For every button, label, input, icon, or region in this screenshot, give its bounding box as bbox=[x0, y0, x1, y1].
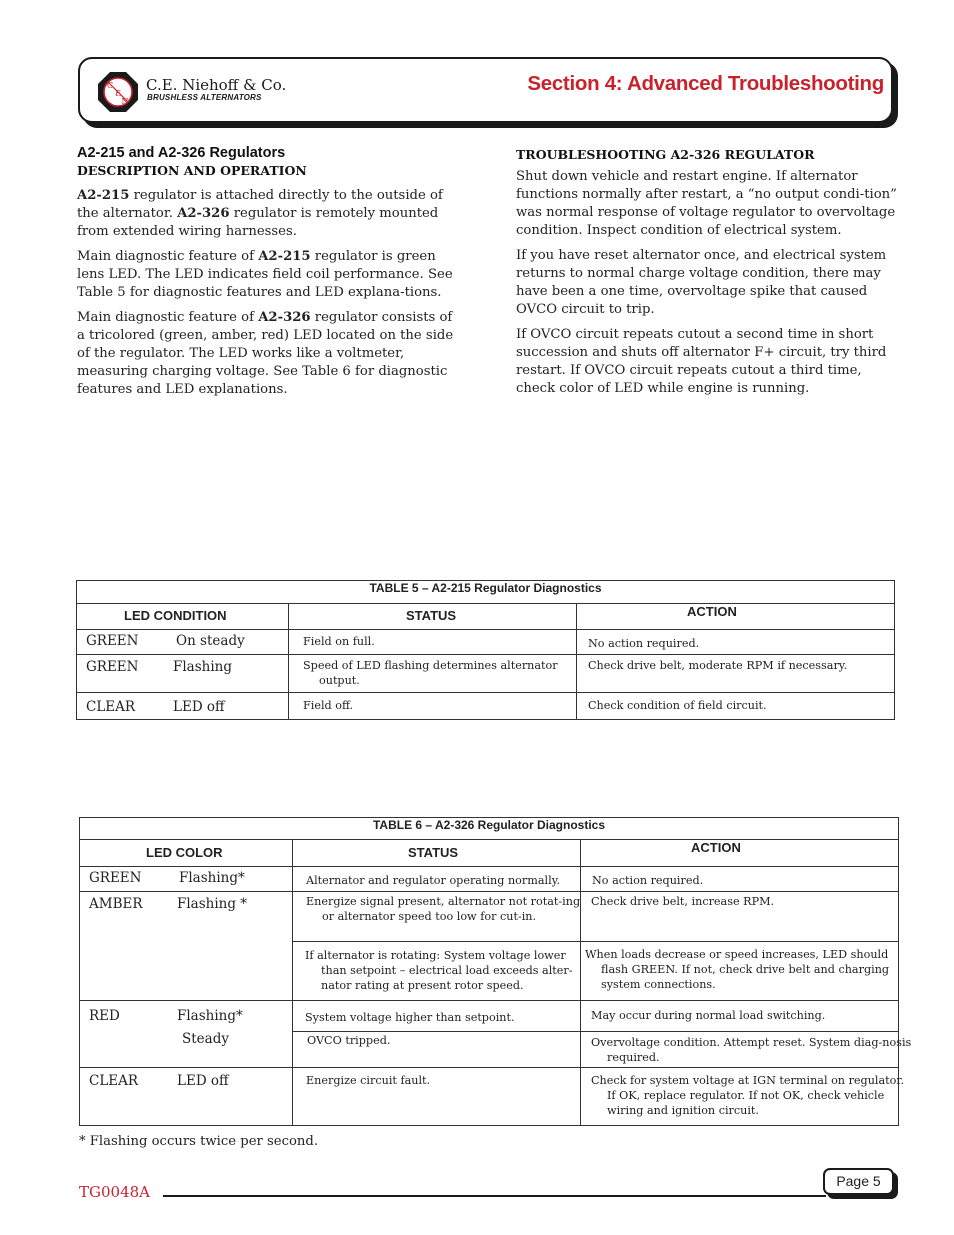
table-6 bbox=[79, 817, 912, 1126]
led-state: LED off bbox=[173, 699, 225, 715]
led-state: Steady bbox=[182, 1031, 229, 1047]
action-cell: May occur during normal load switching. bbox=[591, 1009, 826, 1022]
section-title: Section 4: Advanced Troubleshooting bbox=[527, 72, 884, 95]
column-header: LED COLOR bbox=[146, 845, 223, 860]
led-state: On steady bbox=[176, 633, 245, 649]
text-run: Main diagnostic feature of bbox=[77, 310, 259, 325]
status-cell: Field off. bbox=[303, 699, 354, 712]
document-id: TG0048A bbox=[79, 1183, 150, 1201]
led-color: AMBER bbox=[89, 896, 143, 912]
status-cell: System voltage higher than setpoint. bbox=[305, 1011, 515, 1024]
model-number: A2-326 bbox=[177, 206, 230, 221]
led-color: CLEAR bbox=[89, 1073, 139, 1089]
status-cell: Energize circuit fault. bbox=[306, 1074, 431, 1087]
description-subheading: DESCRIPTION AND OPERATION bbox=[77, 163, 307, 178]
status-cell: If alternator is rotating: System voltage lower than setpoint – electrical load exceeds alter-nator rating at present rotor speed. bbox=[305, 949, 573, 992]
status-cell: Field on full. bbox=[303, 635, 375, 648]
status-cell: Speed of LED flashing determines alternator output. bbox=[303, 659, 558, 687]
company-tagline: BRUSHLESS ALTERNATORS bbox=[147, 93, 262, 102]
action-cell: Check drive belt, increase RPM. bbox=[591, 895, 775, 908]
column-header: STATUS bbox=[406, 608, 457, 623]
led-state: Flashing bbox=[173, 659, 233, 675]
footnote: * Flashing occurs twice per second. bbox=[79, 1134, 319, 1149]
paragraph bbox=[77, 248, 462, 302]
status-cell: OVCO tripped. bbox=[307, 1034, 391, 1047]
model-number: A2-326 bbox=[258, 310, 311, 325]
column-header: ACTION bbox=[691, 840, 741, 855]
status-cell: Energize signal present, alternator not rotat-ing or alternator speed too low for cut-in. bbox=[306, 895, 581, 923]
action-cell: Check for system voltage at IGN terminal on regulator. If OK, replace regulator. If not OK, check vehicle wiring and ignition circuit. bbox=[591, 1074, 905, 1117]
action-cell: No action required. bbox=[592, 874, 704, 887]
company-name: C.E. Niehoff & Co. bbox=[146, 76, 287, 94]
right-column bbox=[516, 146, 899, 405]
logo-letter-e: E bbox=[115, 89, 121, 98]
led-state: Flashing* bbox=[179, 870, 245, 886]
table-caption: TABLE 5 – A2-215 Regulator Diagnostics bbox=[369, 581, 602, 595]
led-color: GREEN bbox=[86, 659, 139, 675]
logo-letter-n: N bbox=[121, 97, 129, 106]
status-cell: Alternator and regulator operating normally. bbox=[306, 874, 561, 887]
logo-letter-c: C bbox=[106, 81, 114, 90]
led-state: Flashing * bbox=[177, 896, 248, 912]
left-column bbox=[77, 144, 462, 406]
led-color: RED bbox=[89, 1008, 120, 1024]
led-color: CLEAR bbox=[86, 699, 136, 715]
paragraph: Shut down vehicle and restart engine. If alternator functions normally after restart, a “no output condi-tion” was normal response of voltage regulator to overvoltage condition. Inspect condition of electrical system. bbox=[516, 169, 897, 238]
led-color: GREEN bbox=[89, 870, 142, 886]
footer-rule bbox=[163, 1195, 826, 1197]
model-number: A2-215 bbox=[258, 249, 311, 264]
text-run: regulator is attached directly to the outside of the alternator. bbox=[77, 188, 443, 221]
led-state: Flashing* bbox=[177, 1008, 243, 1024]
table-5 bbox=[76, 580, 895, 720]
column-header: ACTION bbox=[687, 604, 737, 619]
action-cell: When loads decrease or speed increases, LED should flash GREEN. If not, check drive belt and charging system connections. bbox=[585, 948, 890, 991]
paragraph bbox=[77, 187, 462, 241]
paragraph bbox=[77, 309, 462, 399]
text-run: Main diagnostic feature of bbox=[77, 249, 259, 264]
text-run: regulator consists of a tricolored (green, amber, red) LED located on the side of the regulator. The LED works like a voltmeter, measuring charging voltage. See Table 6 for diagnostic features and LED explanations. bbox=[77, 310, 454, 397]
column-header: LED CONDITION bbox=[124, 608, 227, 623]
model-number: A2-215 bbox=[77, 188, 130, 203]
column-header: STATUS bbox=[408, 845, 459, 860]
regulators-heading: A2-215 and A2-326 Regulators bbox=[77, 145, 286, 161]
text-run: regulator is green lens LED. The LED indicates field coil performance. See Table 5 for diagnostic features and LED explana-tions. bbox=[77, 249, 453, 300]
company-logo bbox=[96, 70, 140, 114]
action-cell: No action required. bbox=[588, 637, 700, 650]
action-cell: Check condition of field circuit. bbox=[588, 699, 767, 712]
paragraph: If you have reset alternator once, and electrical system returns to normal charge voltage condition, there may have been a one time, overvoltage spike that caused OVCO circuit to trip. bbox=[516, 248, 887, 317]
table-caption: TABLE 6 – A2-326 Regulator Diagnostics bbox=[372, 818, 606, 832]
led-color: GREEN bbox=[86, 633, 139, 649]
text-run: regulator is remotely mounted from extended wiring harnesses. bbox=[77, 206, 439, 239]
paragraph: If OVCO circuit repeats cutout a second time in short succession and shuts off alternator F+ circuit, try third restart. If OVCO circuit repeats cutout a third time, check color of LED while engine is running. bbox=[516, 327, 887, 396]
led-state: LED off bbox=[177, 1073, 229, 1089]
action-cell: Check drive belt, moderate RPM if necessary. bbox=[588, 659, 848, 672]
troubleshooting-heading: TROUBLESHOOTING A2-326 REGULATOR bbox=[516, 147, 815, 162]
action-cell: Overvoltage condition. Attempt reset. System diag-nosis required. bbox=[591, 1036, 912, 1064]
page-number: Page 5 bbox=[823, 1168, 894, 1195]
